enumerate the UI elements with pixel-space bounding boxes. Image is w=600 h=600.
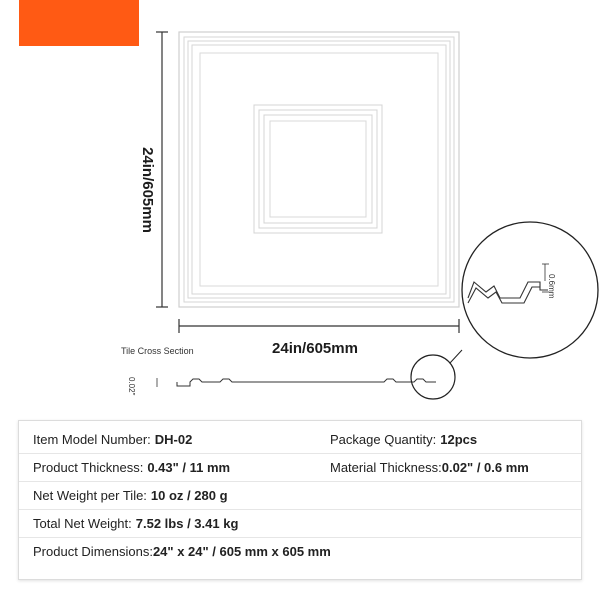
height-dimension-label: 24in/605mm <box>139 147 157 233</box>
tile-face <box>179 32 459 307</box>
spec-row <box>19 426 581 454</box>
spec-label: Item Model Number: <box>33 432 151 447</box>
spec-row <box>19 538 581 565</box>
width-dimension-label: 24in/605mm <box>272 340 358 357</box>
specifications-table <box>18 420 582 580</box>
spec-label: Package Quantity: <box>330 432 437 447</box>
cross-thickness-label: 0.02" <box>127 377 136 396</box>
cross-detail-circle <box>411 355 455 399</box>
cross-section-label: Tile Cross Section <box>121 346 194 356</box>
detail-leader-line <box>450 350 462 363</box>
spec-row <box>19 454 581 482</box>
spec-value: DH-02 <box>154 432 193 447</box>
spec-label: Net Weight per Tile: <box>33 488 147 503</box>
spec-label: Product Thickness: <box>33 460 144 475</box>
spec-value: 0.02" / 0.6 mm <box>441 460 529 475</box>
cross-section-profile <box>177 379 436 386</box>
spec-value: 10 oz / 280 g <box>150 488 228 503</box>
spec-value: 24" x 24" / 605 mm x 605 mm <box>152 544 331 559</box>
spec-label: Product Dimensions: <box>33 544 153 559</box>
detail-thickness-label: 0.6mm <box>547 274 556 299</box>
spec-value: 0.43" / 11 mm <box>147 460 231 475</box>
spec-value: 12pcs <box>440 432 478 447</box>
spec-row <box>19 482 581 510</box>
spec-label: Total Net Weight: <box>33 516 132 531</box>
spec-label: Material Thickness: <box>330 460 442 475</box>
spec-value: 7.52 lbs / 3.41 kg <box>135 516 239 531</box>
spec-row <box>19 510 581 538</box>
